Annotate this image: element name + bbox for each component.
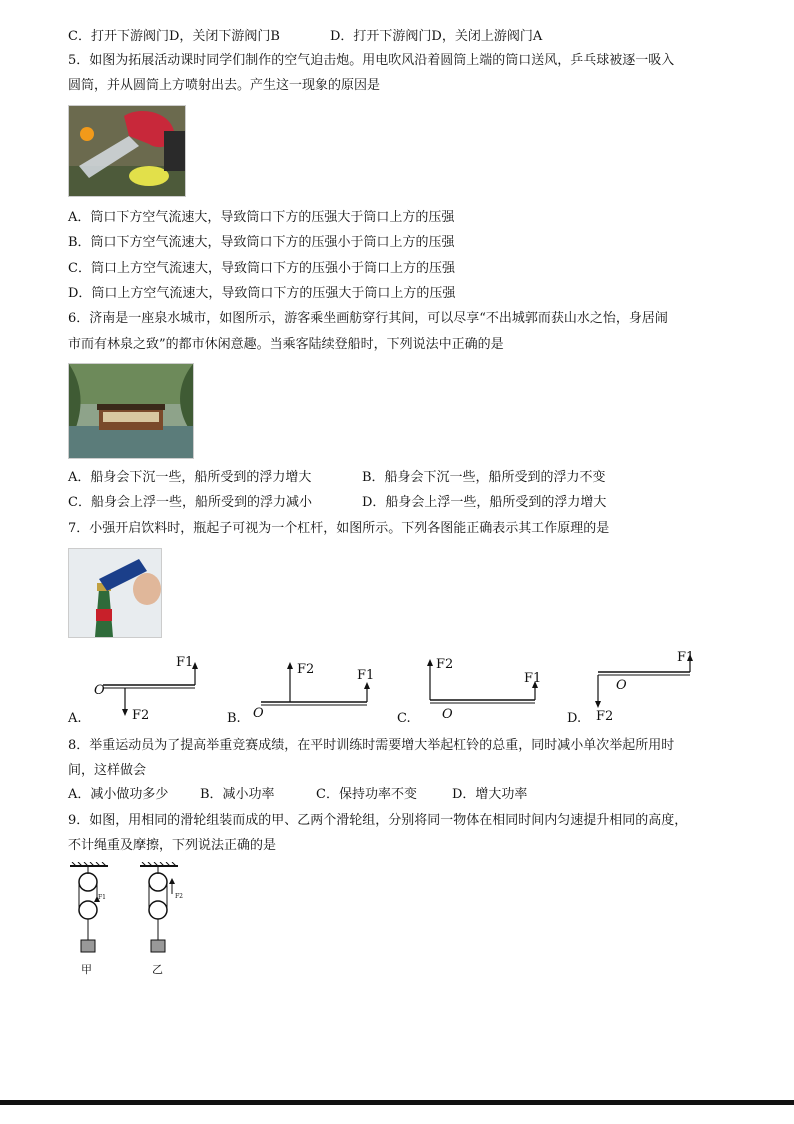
q9-label-yi: 乙 [152,963,163,976]
q5-stem-line1: 5．如图为拓展活动课时同学们制作的空气迫击炮。用电吹风沿着圆筒上端的筒口送风，乒乓球被逐一吸入 [68,53,675,68]
q7-b-f1-label: F1 [357,668,375,683]
q7-a-fulcrum-label: O [94,683,105,698]
q5-option-a: A．筒口下方空气流速大，导致筒口下方的压强大于筒口上方的压强 [68,210,455,225]
q6-option-b: B．船身会下沉一些，船所受到的浮力不变 [362,470,606,485]
q9-label-jia: 甲 [81,963,92,976]
q8-stem-line2: 间，这样做会 [68,763,147,778]
q5-option-c: C．筒口上方空气流速大，导致筒口下方的压强小于筒口上方的压强 [68,261,455,276]
q9-jia-force-label: F1 [98,894,106,901]
q7-b-fulcrum-label: O [253,706,264,721]
q9-yi-force-label: F2 [175,893,183,900]
q9-stem-line1: 9．如图，用相同的滑轮组装而成的甲、乙两个滑轮组，分别将同一物体在相同时间内匀速提升相同的高度， [68,813,688,828]
q7-option-d: D. [567,711,582,726]
q8-option-c: C．保持功率不变 [316,787,417,802]
q7-option-b: B. [227,711,241,726]
q6-option-d: D．船身会上浮一些，船所受到的浮力增大 [362,495,607,510]
q7-d-fulcrum-label: O [616,678,627,693]
q7-option-c: C. [397,711,411,726]
q9-pulley-systems-diagram [68,862,188,962]
q5-air-cannon-photo [68,105,186,197]
q6-option-a: A．船身会下沉一些，船所受到的浮力增大 [68,470,312,485]
q7-c-f2-label: F2 [436,657,454,672]
q5-option-b: B．筒口下方空气流速大，导致筒口下方的压强小于筒口上方的压强 [68,235,455,250]
q6-stem-line1: 6．济南是一座泉水城市，如图所示，游客乘坐画舫穿行其间，可以尽享“不出城郭而获山水之怡，身居闹 [68,311,668,326]
q5-stem-line2: 圆筒，并从圆筒上方喷射出去。产生这一现象的原因是 [68,78,381,93]
q7-c-f1-label: F1 [524,671,542,686]
q8-option-b: B．减小功率 [200,787,275,802]
q6-stem-line2: 市而有林泉之致”的都市休闲意趣。当乘客陆续登船时，下列说法中正确的是 [68,337,504,352]
q7-d-f1-label: F1 [677,650,695,665]
q7-a-f2-label: F2 [132,708,150,723]
q6-option-c: C．船身会上浮一些，船所受到的浮力减小 [68,495,312,510]
page-bottom-rule [0,1100,794,1105]
q4-option-c: C．打开下游阀门D，关闭下游阀门B [68,29,280,44]
q7-b-f2-label: F2 [297,662,315,677]
q8-option-d: D．增大功率 [452,787,528,802]
q7-stem-line1: 7．小强开启饮料时，瓶起子可视为一个杠杆，如图所示。下列各图能正确表示其工作原理的是 [68,521,610,536]
q8-option-a: A．减小做功多少 [68,787,169,802]
q6-boat-photo [68,363,194,459]
q7-bottle-opener-photo [68,548,162,638]
q7-option-a: A. [68,711,82,726]
q7-c-fulcrum-label: O [442,707,453,722]
q4-option-d: D．打开下游阀门D，关闭上游阀门A [330,29,543,44]
q9-stem-line2: 不计绳重及摩擦，下列说法正确的是 [68,838,277,853]
q7-a-f1-label: F1 [176,655,194,670]
q5-option-d: D．筒口上方空气流速大，导致筒口下方的压强大于筒口上方的压强 [68,286,456,301]
q7-d-f2-label: F2 [596,709,614,724]
q8-stem-line1: 8．举重运动员为了提高举重竞赛成绩，在平时训练时需要增大举起杠铃的总重，同时减小单次举起所用时 [68,738,675,753]
